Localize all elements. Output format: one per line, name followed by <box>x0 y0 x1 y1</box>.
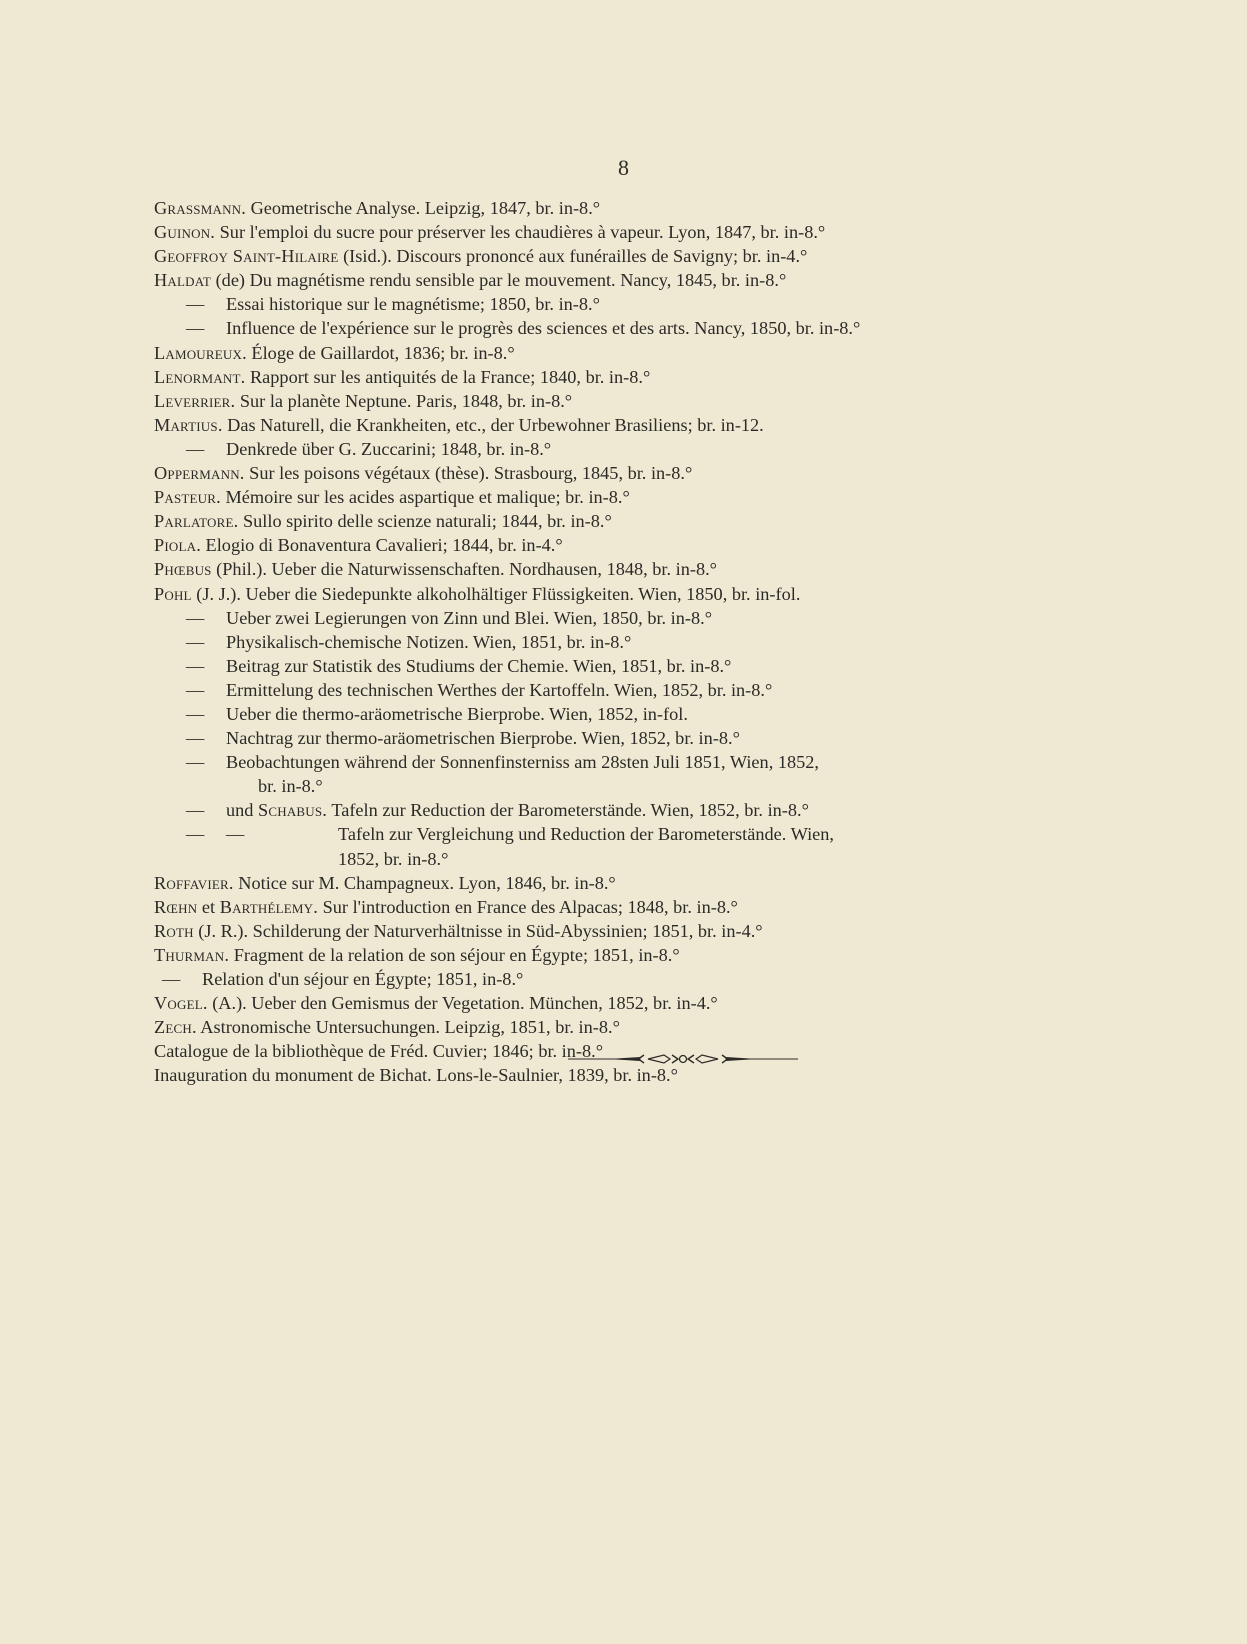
author-name: Pasteur. <box>154 487 221 508</box>
author-name: Haldat <box>154 270 212 291</box>
entry-guinon: Guinon. Sur l'emploi du sucre pour préserver les chaudières à vapeur. Lyon, 1847, br. in-8.° <box>154 222 826 243</box>
entry-haldat-2: — Essai historique sur le magnétisme; 1850, br. in-8.° <box>186 294 600 315</box>
entry-pohl-6: — Ueber die thermo-aräometrische Bierprobe. Wien, 1852, in-fol. <box>186 703 688 724</box>
author-name: Rœhn <box>154 896 198 917</box>
author-name: Geoffroy Saint-Hilaire <box>154 246 339 267</box>
entry-martius: Martius. Das Naturell, die Krankheiten, etc., der Urbewohner Brasiliens; br. in-12. <box>154 414 764 435</box>
author-name: Roffavier. <box>154 872 234 893</box>
entry-grassmann: Grassmann. Geometrische Analyse. Leipzig, 1847, br. in-8.° <box>154 198 601 218</box>
author-name: Zech. <box>154 1017 197 1038</box>
author-name: Grassmann. <box>154 198 247 218</box>
author-name: Phœbus <box>154 559 212 580</box>
entry-phoebus: Phœbus (Phil.). Ueber die Naturwissenschaften. Nordhausen, 1848, br. in-8.° <box>154 559 717 580</box>
entry-haldat: Haldat (de) Du magnétisme rendu sensible par le mouvement. Nancy, 1845, br. in-8.° <box>154 270 787 291</box>
author-name: Pohl <box>154 583 192 604</box>
author-name: Schabus. <box>258 800 328 821</box>
author-name: Guinon. <box>154 222 216 243</box>
author-name: Thurman. <box>154 944 230 965</box>
entry-pohl-3: — Physikalisch-chemische Notizen. Wien, 1851, br. in-8.° <box>186 631 632 652</box>
author-name: Roth <box>154 920 194 941</box>
entry-catalogue: Catalogue de la bibliothèque de Fréd. Cuvier; 1846; br. in-8.° <box>154 1041 604 1062</box>
entry-martius-2: — Denkrede über G. Zuccarini; 1848, br. in-8.° <box>186 438 552 459</box>
entry-pohl-2: — Ueber zwei Legierungen von Zinn und Blei. Wien, 1850, br. in-8.° <box>186 607 713 628</box>
entry-pohl-5: — Ermittelung des technischen Werthes der Kartoffeln. Wien, 1852, br. in-8.° <box>186 679 773 700</box>
author-name: Martius. <box>154 414 223 435</box>
entry-pohl: Pohl (J. J.). Ueber die Siedepunkte alkoholhältiger Flüssigkeiten. Wien, 1850, br. in-fol. <box>154 583 801 604</box>
page-number: 8 <box>618 155 629 180</box>
entry-pohl-8: — Beobachtungen während der Sonnenfinsterniss am 28sten Juli 1851, Wien, 1852, <box>186 752 819 773</box>
entry-geoffroy: Geoffroy Saint-Hilaire (Isid.). Discours prononcé aux funérailles de Savigny; br. in-4.° <box>154 246 808 267</box>
author-name: Leverrier. <box>154 390 236 411</box>
author-name: Piola. <box>154 535 201 556</box>
entry-haldat-3: — Influence de l'expérience sur le progrès des sciences et des arts. Nancy, 1850, br. in-8.° <box>186 318 861 339</box>
entry-oppermann: Oppermann. Sur les poisons végétaux (thèse). Strasbourg, 1845, br. in-8.° <box>154 463 693 484</box>
author-name: Lenormant. <box>154 366 246 387</box>
entry-pohl-7: — Nachtrag zur thermo-aräometrischen Bierprobe. Wien, 1852, br. in-8.° <box>186 728 740 749</box>
bibliography-list <box>154 196 1224 1087</box>
author-name: Parlatore. <box>154 511 239 532</box>
entry-pohl-8-cont: br. in-8.° <box>258 776 323 797</box>
entry-roffavier: Roffavier. Notice sur M. Champagneux. Lyon, 1846, br. in-8.° <box>154 872 616 893</box>
entry-pohl-10-cont: 1852, br. in-8.° <box>338 848 449 869</box>
entry-parlatore: Parlatore. Sullo spirito delle scienze naturali; 1844, br. in-8.° <box>154 511 612 532</box>
entry-lenormant: Lenormant. Rapport sur les antiquités de la France; 1840, br. in-8.° <box>154 366 651 387</box>
ornament-divider-icon <box>568 1052 798 1071</box>
entry-lamoureux: Lamoureux. Éloge de Gaillardot, 1836; br. in-8.° <box>154 342 515 363</box>
entry-pasteur: Pasteur. Mémoire sur les acides aspartique et malique; br. in-8.° <box>154 487 630 508</box>
author-name: Lamoureux. <box>154 342 247 363</box>
entry-pohl-9: — und Schabus. Tafeln zur Reduction der Barometerstände. Wien, 1852, br. in-8.° <box>186 800 809 821</box>
entry-pohl-10: — — Tafeln zur Vergleichung und Reduction der Barometerstände. Wien, <box>186 824 834 845</box>
entry-leverrier: Leverrier. Sur la planète Neptune. Paris, 1848, br. in-8.° <box>154 390 573 411</box>
entry-zech: Zech. Astronomische Untersuchungen. Leipzig, 1851, br. in-8.° <box>154 1017 620 1038</box>
entry-pohl-4: — Beitrag zur Statistik des Studiums der Chemie. Wien, 1851, br. in-8.° <box>186 655 732 676</box>
entry-roehn: Rœhn et Barthélemy. Sur l'introduction en France des Alpacas; 1848, br. in-8.° <box>154 896 738 917</box>
author-name: Vogel. <box>154 993 208 1014</box>
entry-roth: Roth (J. R.). Schilderung der Naturverhältnisse in Süd-Abyssinien; 1851, br. in-4.° <box>154 920 763 941</box>
author-name: Oppermann. <box>154 463 245 484</box>
entry-thurman: Thurman. Fragment de la relation de son séjour en Égypte; 1851, in-8.° <box>154 944 680 965</box>
entry-vogel: Vogel. (A.). Ueber den Gemismus der Vegetation. München, 1852, br. in-4.° <box>154 993 718 1014</box>
entry-piola: Piola. Elogio di Bonaventura Cavalieri; 1844, br. in-4.° <box>154 535 563 556</box>
entry-thurman-2: — Relation d'un séjour en Égypte; 1851, in-8.° <box>162 969 524 989</box>
entry-inauguration: Inauguration du monument de Bichat. Lons-le-Saulnier, 1839, br. in-8.° <box>154 1065 678 1086</box>
author-name: Barthélemy. <box>219 896 319 917</box>
